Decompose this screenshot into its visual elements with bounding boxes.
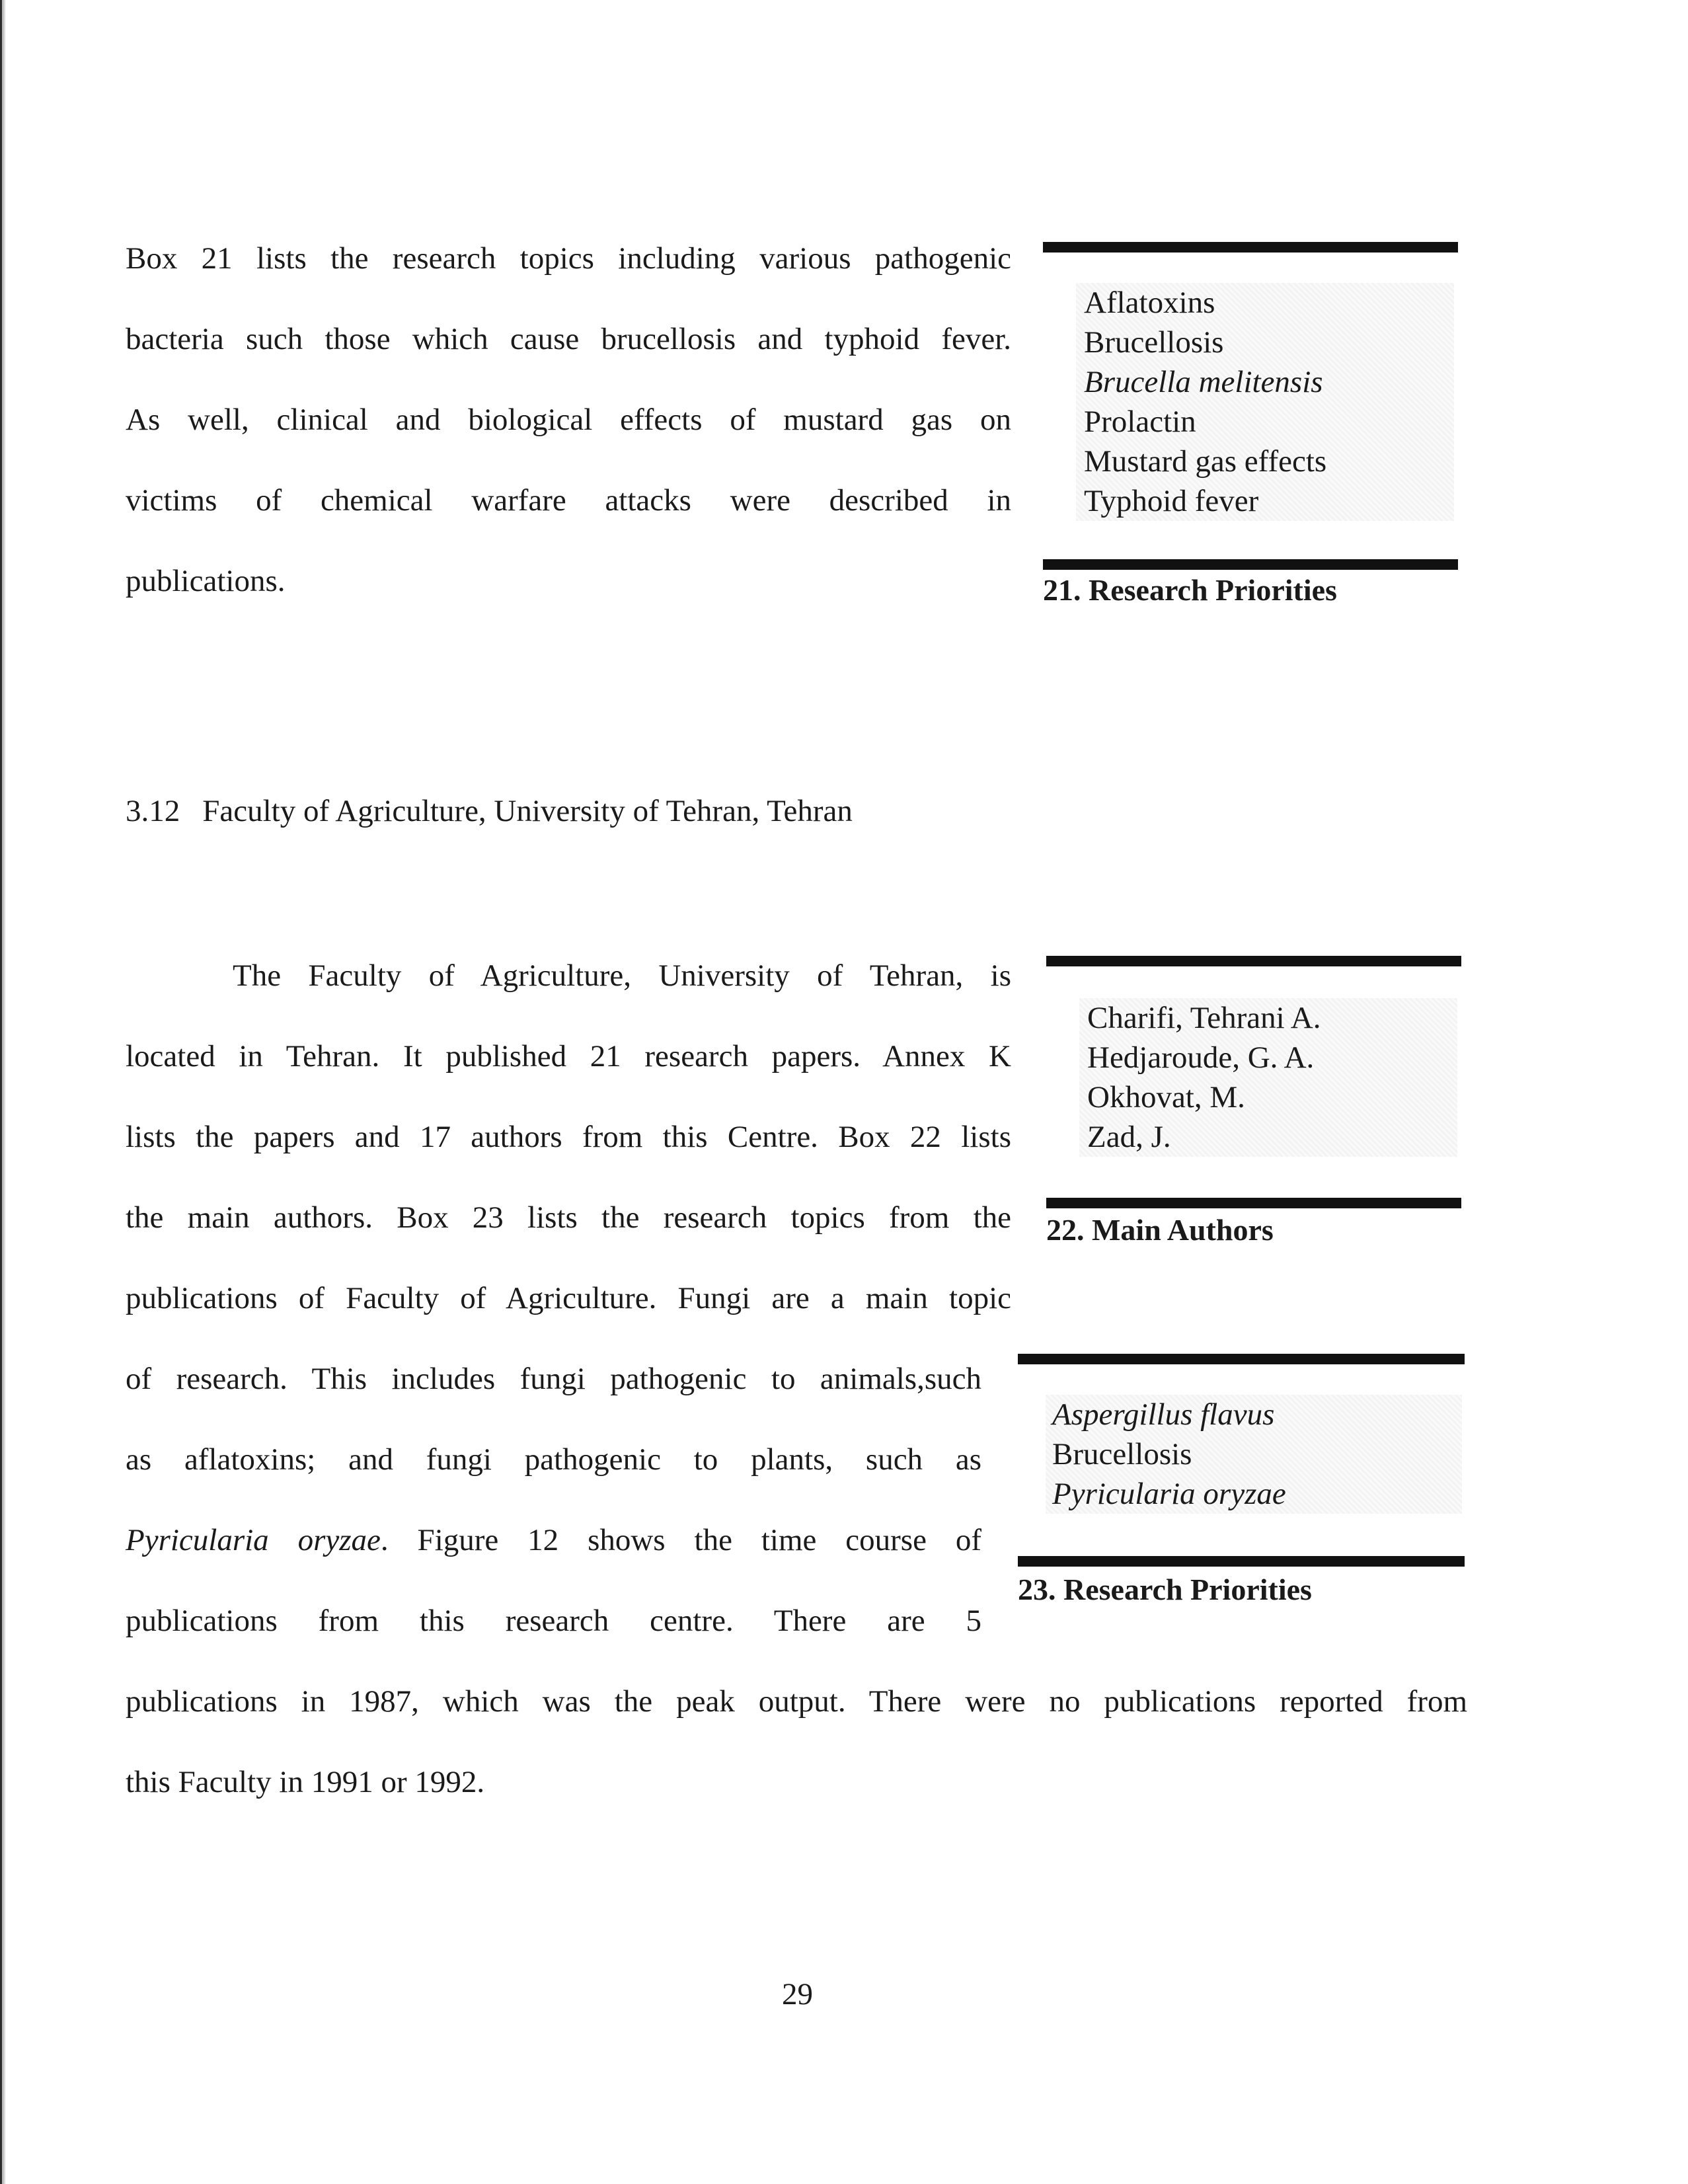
text-line: The Faculty of Agriculture, University of Tehran, is [233, 958, 1011, 993]
section-heading [126, 788, 853, 834]
text-line: publications of Faculty of Agriculture. Fungi are a main topic [126, 1281, 1011, 1315]
box-item: Hedjaroude, G. A. [1087, 1040, 1315, 1075]
section-title: Faculty of Agriculture, University of Tehran, Tehran [202, 794, 853, 828]
box-top-rule [1043, 242, 1458, 253]
box-items [1079, 998, 1457, 1157]
box-caption: 23. Research Priorities [1018, 1573, 1312, 1606]
box-21-research-priorities [1043, 242, 1458, 612]
text-line: this Faculty in 1991 or 1992. [126, 1765, 485, 1799]
page-number: 29 [782, 1977, 813, 2011]
text-line: the main authors. Box 23 lists the research topics from the [126, 1200, 1011, 1235]
text-line: bacteria such those which cause brucellosis and typhoid fever. [126, 322, 1011, 356]
box-caption: 22. Main Authors [1046, 1213, 1274, 1247]
intro-paragraph [126, 218, 1011, 621]
box-bottom-rule [1043, 559, 1458, 570]
box-bottom-rule [1018, 1556, 1465, 1567]
box-23-research-priorities [1018, 1354, 1465, 1631]
box-items [1076, 283, 1454, 521]
box-item: Prolactin [1084, 405, 1196, 439]
box-item: Mustard gas effects [1084, 444, 1327, 479]
box-item: Brucellosis [1084, 325, 1224, 360]
box-item: Charifi, Tehrani A. [1087, 1001, 1321, 1035]
text-line: lists the papers and 17 authors from this Centre. Box 22 lists [126, 1120, 1011, 1154]
text-line: victims of chemical warfare attacks were described in [126, 483, 1011, 518]
section-number: 3.12 [126, 794, 180, 828]
text-line: publications in 1987, which was the peak output. There were no publications reported from [126, 1684, 1467, 1719]
text-line: publications from this research centre. There are 5 [126, 1604, 981, 1638]
box-top-rule [1046, 956, 1461, 966]
text-line: Pyricularia oryzae. Figure 12 shows the time course of [126, 1523, 981, 1557]
box-item: Brucella melitensis [1084, 365, 1323, 399]
box-bottom-rule [1046, 1198, 1461, 1208]
text-line: publications. [126, 564, 286, 598]
text-line: of research. This includes fungi pathogenic to animals,such [126, 1362, 981, 1396]
box-item: Okhovat, M. [1087, 1080, 1245, 1114]
box-items [1046, 1395, 1462, 1514]
box-item: Zad, J. [1087, 1120, 1171, 1154]
box-top-rule [1018, 1354, 1465, 1364]
box-caption: 21. Research Priorities [1043, 573, 1337, 607]
box-item: Aspergillus flavus [1052, 1397, 1275, 1432]
box-22-main-authors [1046, 956, 1461, 1253]
box-item: Brucellosis [1052, 1437, 1192, 1471]
text-line: as aflatoxins; and fungi pathogenic to plants, such as [126, 1442, 981, 1477]
box-item: Aflatoxins [1084, 286, 1215, 320]
box-item: Pyricularia oryzae [1052, 1477, 1286, 1511]
text-line: located in Tehran. It published 21 research papers. Annex K [126, 1039, 1011, 1073]
text-line: As well, clinical and biological effects of mustard gas on [126, 403, 1011, 437]
text-line: Box 21 lists the research topics including various pathogenic [126, 241, 1011, 276]
page-edge [0, 0, 9, 2184]
box-item: Typhoid fever [1084, 484, 1259, 518]
